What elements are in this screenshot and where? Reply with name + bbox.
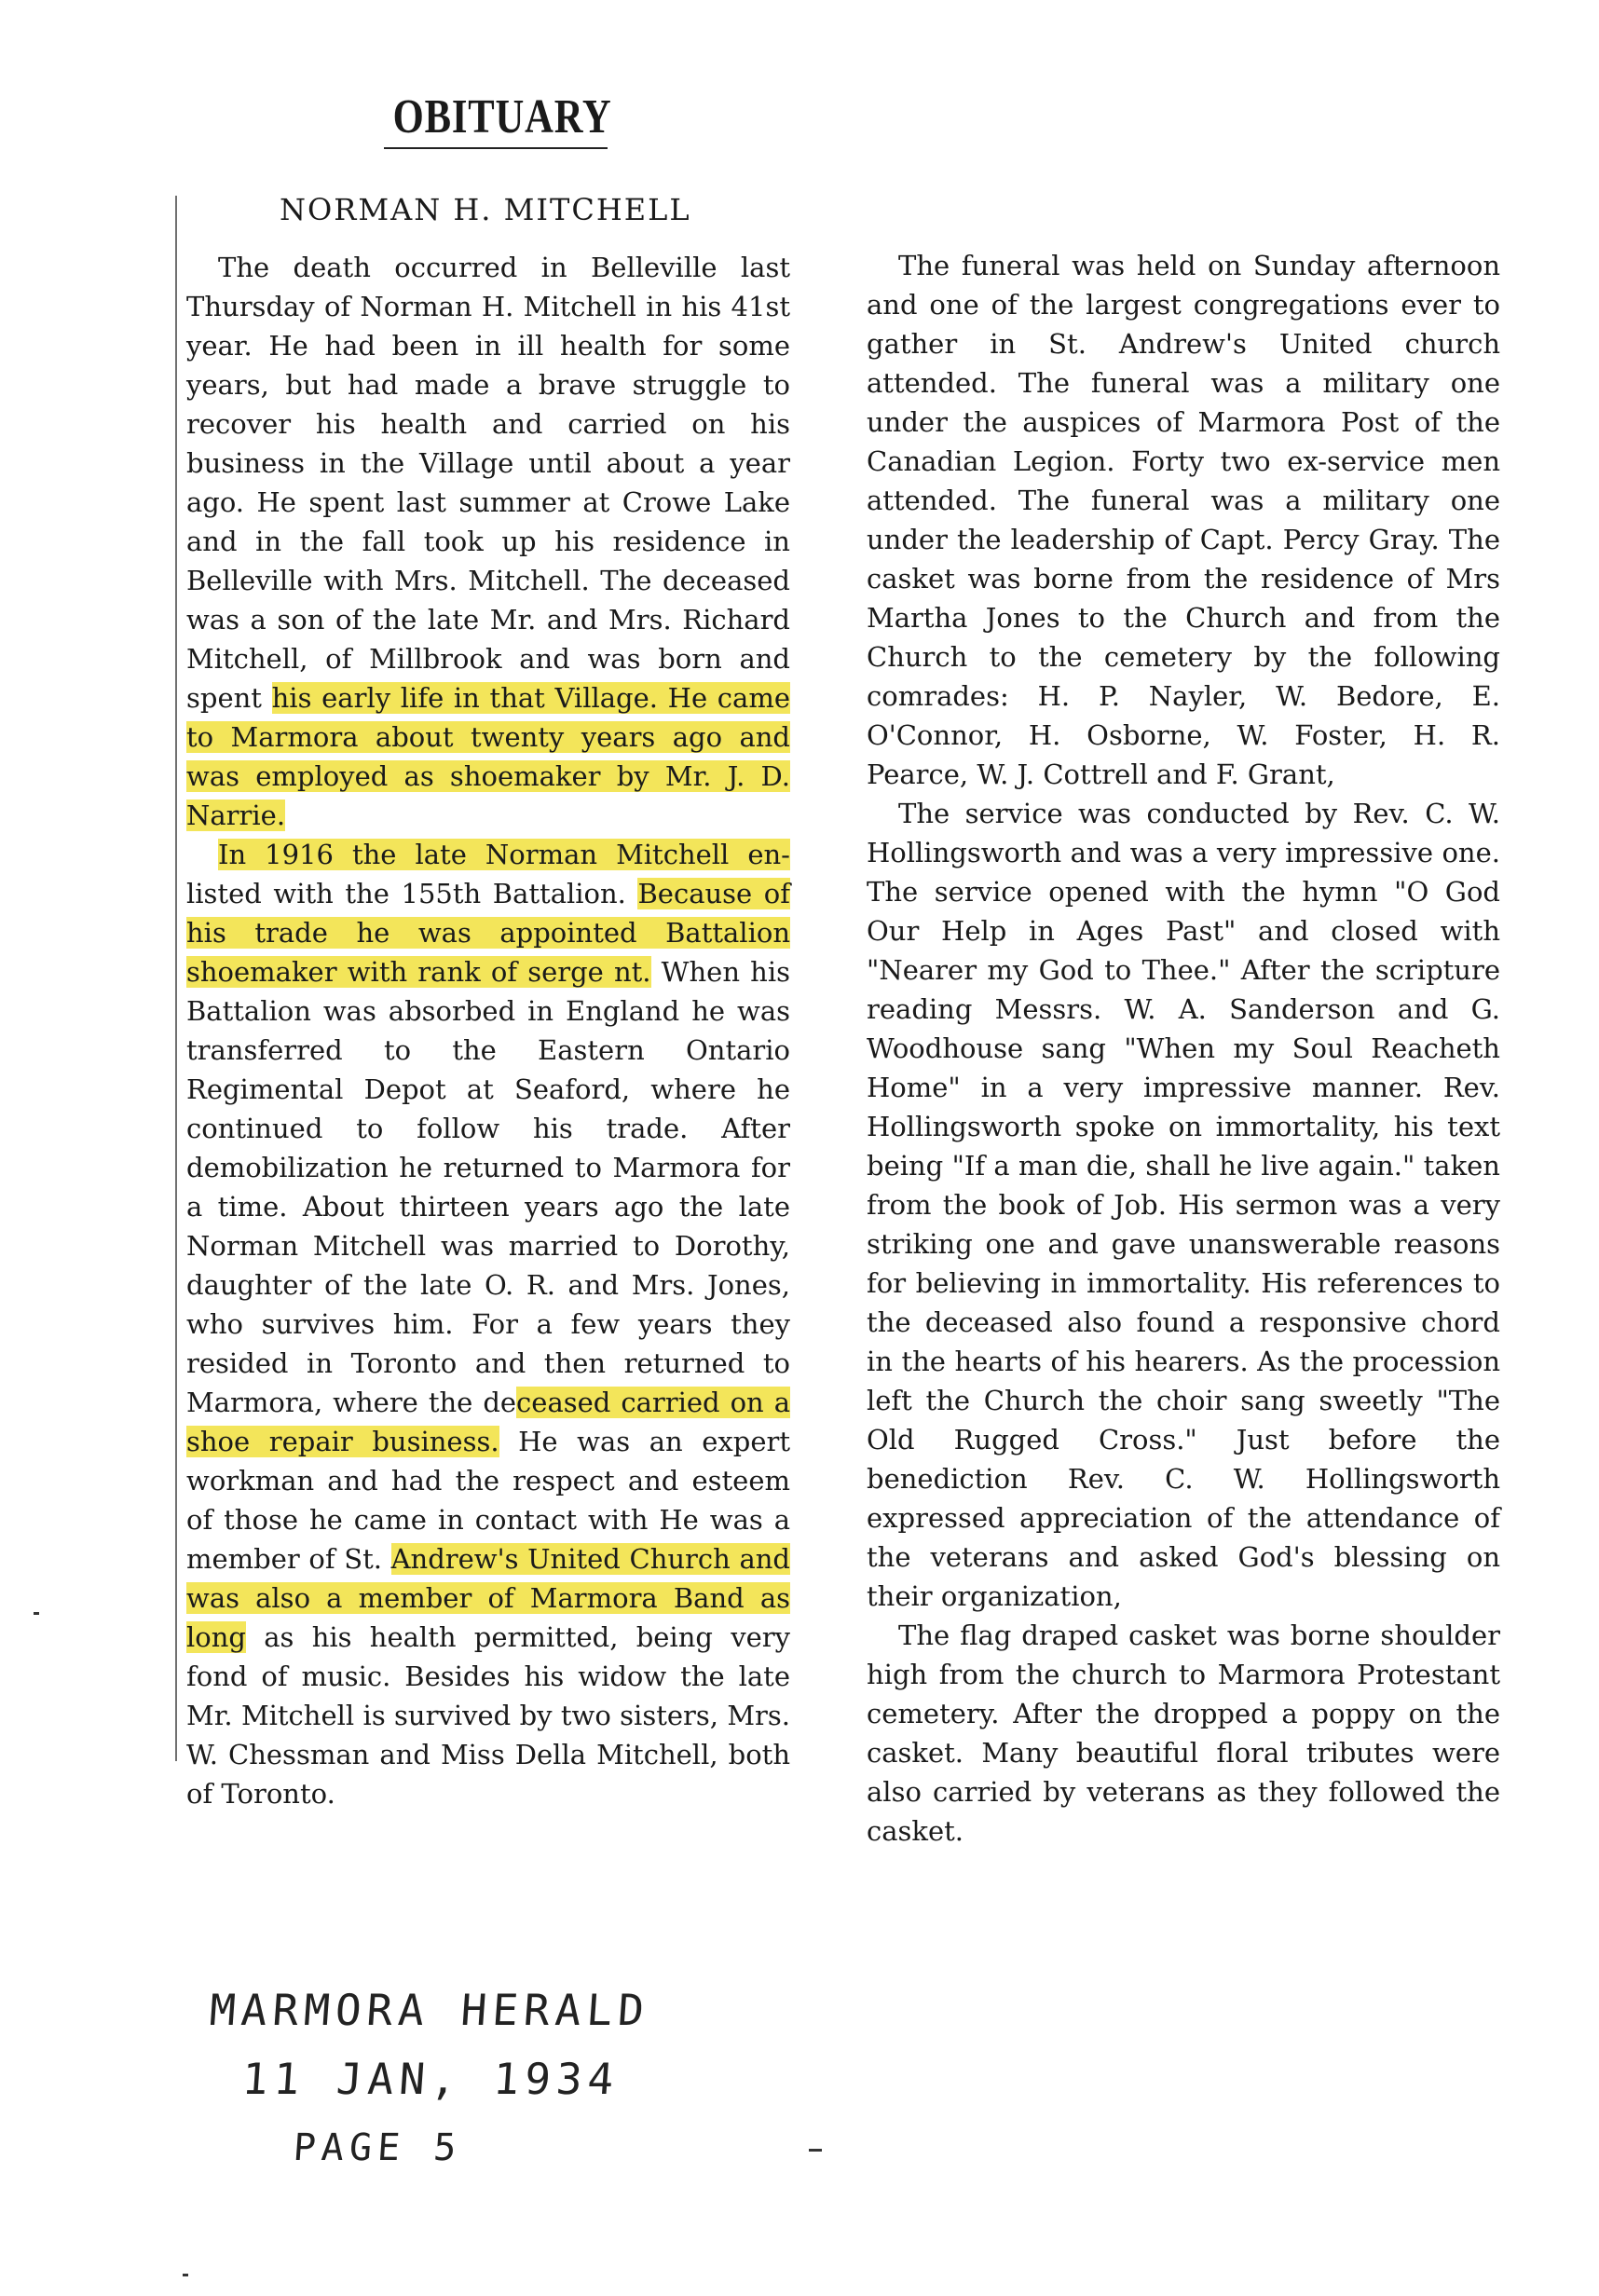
paragraph-text: The funeral was held on Sunday afternoon and one of the largest congregations ever to gather in St. Andrew's United church attended. The funeral was a military one under the auspices of Marmora Post of the Canadian Legion. Forty two ex-service men attended. The funeral was a military one under the leadership of Capt. Percy Gray. The casket was borne from the residence of Mrs Martha Jones to the Church and from the Church to the cemetery by the following comrades: H. P. Nayler, W. Bedore, E. O'Connor, H. Osborne, W. Foster, H. R. Pearce, W. J. Cottrell and F. Grant, (867, 250, 1500, 790)
handwritten-line-publication: MARMORA HERALD (208, 1985, 651, 2035)
paragraph-text: The death occurred in Belleville last Thursday of Norman H. Mitchell in his 41st year. He had been in ill health for some years, but had made a brave struggle to recover his health and carried on his business in the Village until about a year ago. He spent last summer at Crowe Lake and in the fall took up his residence in Belleville with Mrs. Mitchell. The deceased was a son of the late Mr. and Mrs. Richard Mitchell, of Millbrook and was born and spent (186, 252, 790, 714)
headline-rule (384, 147, 608, 149)
right-column (867, 246, 1500, 1851)
highlighted-text: ceased carried on a shoe repair business. (186, 1387, 790, 1457)
paragraph-text: The flag draped casket was borne shoulder high from the church to Marmora Protestant cemetery. After the dropped a poppy on the casket. Many beautiful floral tributes were also carried by veterans as they followed the casket. (867, 1620, 1500, 1847)
handwritten-note (198, 1975, 865, 2182)
column-rule (175, 196, 177, 1761)
scan-speck (809, 2149, 822, 2152)
highlighted-text: Andrew's United Church and was also a member of Marmora Band as long (186, 1543, 790, 1653)
highlighted-text: Because of his trade he was appointed Battalion shoemaker with rank of serge nt. (186, 878, 790, 988)
paragraph-text: as his health permitted, being very fond of music. Besides his widow the late Mr. Mitchell is survived by two sisters, Mrs. W. Chessman and Miss Della Mitchell, both of Toronto. (186, 1621, 790, 1810)
article-paragraph (867, 246, 1500, 794)
handwritten-line-page: PAGE 5 (292, 2126, 463, 2169)
paragraph-text: The service was conducted by Rev. C. W. Hollingsworth and was a very impressive one. The service opened with the hymn "O God Our Help in Ages Past" and closed with "Nearer my God to Thee." After the scripture reading Messrs. W. A. Sanderson and G. Woodhouse sang "When my Soul Reacheth Home" in a very impressive manner. Rev. Hollingsworth spoke on immortality, his text being "If a man die, shall he live again." taken from the book of Job. His sermon was a very striking one and gave unanswerable reasons for believing in immortality. His references to the deceased also found a responsive chord in the hearts of his hearers. As the procession left the Church the choir sang sweetly "The Old Rugged Cross." Just before the benediction Rev. C. W. Hollingsworth expressed appreciation of the attendance of the veterans and asked God's blessing on their organization, (867, 798, 1500, 1612)
paragraph-text: When his Battalion was absorbed in England he was transferred to the Eastern Ontario Regimental Depot at Seaford, where he continued to follow his trade. After demobilization he returned to Marmora for a time. About thirteen years ago the late Norman Mitchell was married to Dorothy, daughter of the late O. R. and Mrs. Jones, who survives him. For a few years they resided in Toronto and then returned to Marmora, where the de (186, 956, 790, 1418)
left-column (186, 248, 790, 1813)
scan-speck (34, 1612, 39, 1615)
article-paragraph (186, 248, 790, 835)
obituary-subheading: NORMAN H. MITCHELL (280, 192, 691, 227)
scan-speck (183, 2274, 188, 2276)
article-paragraph (867, 1616, 1500, 1851)
paragraph-text: He was an expert workman and had the respect and esteem of those he came in contact with He was a member of St. (186, 1426, 791, 1575)
article-paragraph (186, 835, 790, 1813)
obituary-headline: OBITUARY (392, 90, 612, 144)
handwritten-line-date: 11 JAN, 1934 (240, 2054, 622, 2104)
article-paragraph (867, 794, 1500, 1616)
highlighted-text: his early life in that Village. He came to Marmora about twenty years ago and was employed as shoemaker by Mr. J. D. Narrie. (186, 682, 790, 831)
paragraph-text: listed with the 155th Battalion. (186, 878, 638, 909)
highlighted-text: In 1916 the late Norman Mitchell en- (218, 839, 790, 870)
